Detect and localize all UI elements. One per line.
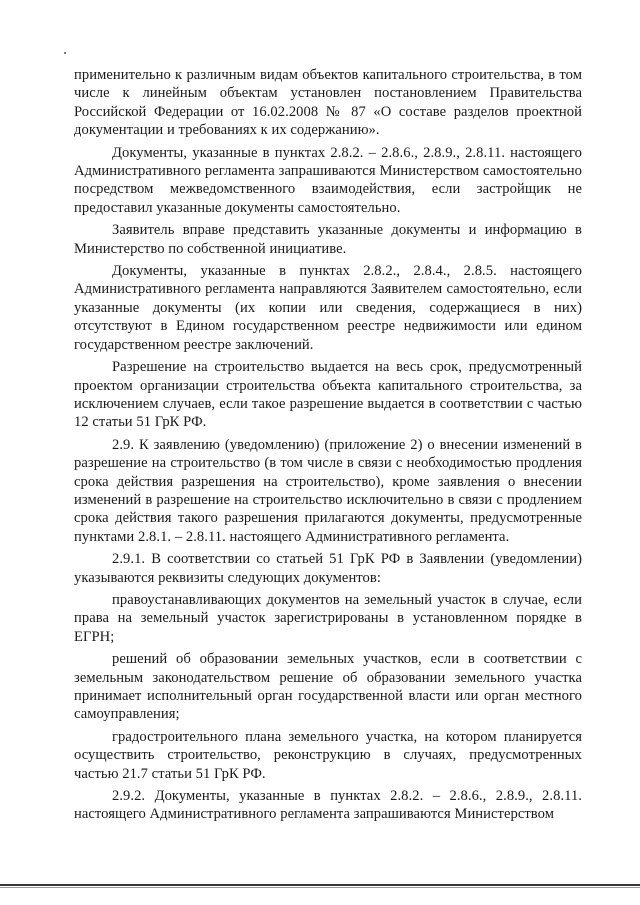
list-item-urban-plan: градостроительного плана земельного участка, на котором планируется осуществить строительство, реконструкцию в случаях, предусмотренных частью 21.7 статьи 51 ГрК РФ. — [74, 728, 582, 782]
paragraph-applicant-submits: Документы, указанные в пунктах 2.8.2., 2.8.4., 2.8.5. настоящего Административного регламента направляются Заявителем самостоятельно, если указанные документы (их копии или сведения, содержащиеся в них) отсутствуют в Едином государственном реестре недвижимости или едином государственном реестре заключений. — [74, 263, 582, 353]
paragraph-2-9-2: 2.9.2. Документы, указанные в пунктах 2.8.2. – 2.8.6., 2.8.9., 2.8.11. настоящего Административного регламента запрашиваются Министерством — [74, 788, 582, 823]
scan-speck — [64, 52, 66, 54]
paragraph-permit-term: Разрешение на строительство выдается на весь срок, предусмотренный проектом организации строительства объекта капитального строительства, за исключением случаев, если такое разрешение выдается в соответствии с частью 12 статьи 51 ГрК РФ. — [74, 359, 582, 431]
paragraph-2-9: 2.9. К заявлению (уведомлению) (приложение 2) о внесении изменений в разрешение на строительство (в том числе в связи с необходимостью продления срока действия разрешения на строительство), кроме заявления о внесении изменений в разрешение на строительство исключительно в связи с продлением срока действия такого разрешения прилагаются документы, предусмотренные пунктами 2.8.1. – 2.8.11. настоящего Административного регламента. — [74, 436, 582, 545]
paragraph-2-9-1: 2.9.1. В соответствии со статьей 51 ГрК РФ в Заявлении (уведомлении) указываются реквизиты следующих документов: — [74, 551, 582, 586]
paragraph-continuation: применительно к различным видам объектов капитального строительства, в том числе к линейным объектам установлен постановлением Правительства Российской Федерации от 16.02.2008 № 87 «О составе разделов проектной документации и требованиях к их содержанию». — [74, 67, 582, 139]
scan-bottom-edge-shadow — [0, 887, 640, 888]
list-item-land-plot-decisions: решений об образовании земельных участков, если в соответствии с земельным законодательством решение об образовании земельного участка принимает исполнительный орган государственной власти или орган местного самоуправления; — [74, 651, 582, 723]
paragraph-interagency-request: Документы, указанные в пунктах 2.8.2. – 2.8.6., 2.8.9., 2.8.11. настоящего Административного регламента запрашиваются Министерством самостоятельно посредством межведомственного взаимодействия, если застройщик не предоставил указанные документы самостоятельно. — [74, 144, 582, 216]
scan-bottom-edge — [0, 884, 640, 886]
list-item-title-documents: правоустанавливающих документов на земельный участок в случае, если права на земельный участок зарегистрированы в установленном порядке в ЕГРН; — [74, 591, 582, 645]
document-body — [74, 66, 582, 824]
paragraph-applicant-initiative: Заявитель вправе представить указанные документы и информацию в Министерство по собственной инициативе. — [74, 222, 582, 257]
